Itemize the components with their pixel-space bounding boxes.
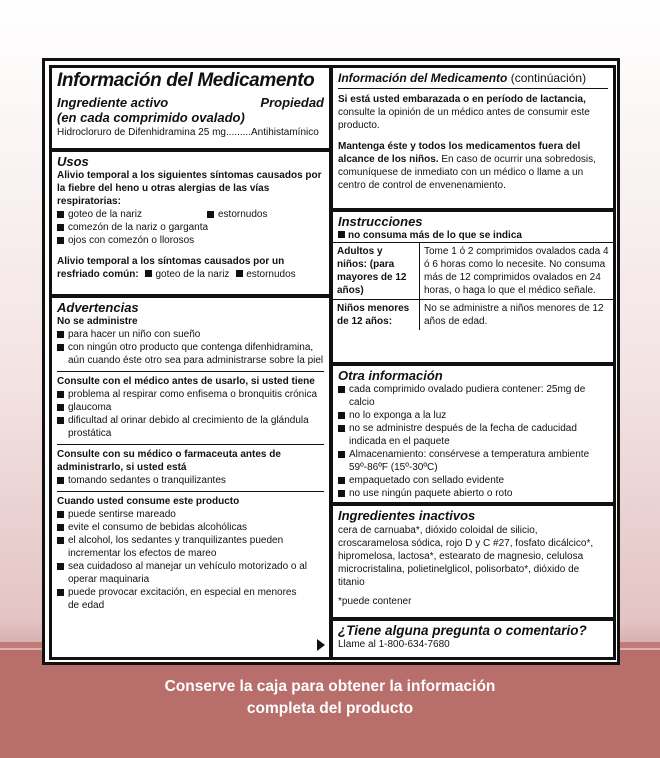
other-item: empaquetado con sellado evidente (338, 474, 608, 487)
uses-intro: Alivio temporal a los siguientes síntomas causados por la fiebre del heno u otras alergias de las vías respiratorias: (57, 170, 322, 207)
drug-facts-label (42, 58, 620, 665)
when-using-item: el alcohol, los sedantes y tranquilizantes pueden incrementar los efectos de mareo (57, 534, 324, 560)
ingredient-name: Hidrocloruro de Difenhidramina 25 mg (57, 127, 226, 138)
uses-cold-item: goteo de la nariz (155, 269, 230, 280)
no-use-heading: No se administre (57, 316, 138, 327)
when-using-item: puede sentirse mareado (57, 508, 324, 521)
uses-item: goteo de la nariz (57, 208, 142, 221)
dir-who: Adultos y niños: (para mayores de 12 años) (333, 243, 420, 300)
continuation-panel (330, 65, 616, 211)
no-use-item: con ningún otro producto que contenga difenhidramina, aún cuando éste otro sea para administrarse sobre la piel (57, 341, 324, 367)
dir-who: Niños menores de 12 años: (333, 300, 420, 331)
ask-doctor-item: glaucoma (57, 401, 324, 414)
dir-how: Tome 1 ó 2 comprimidos ovalados cada 4 ó 6 horas como lo necesite. No consuma más de 12 comprimidos ovalados en 24 horas, o haga lo que el médico señale. (420, 243, 614, 300)
when-using-item: puede provocar excitación, en especial en menores de edad (57, 586, 324, 612)
directions-table (333, 242, 613, 330)
left-title: Información del Medicamento (57, 70, 315, 91)
questions-text: Llame al 1-800-634-7680 (338, 639, 450, 650)
directions-note: no consuma más de lo que se indica (348, 230, 522, 241)
when-using-item: evite el consumo de bebidas alcohólicas (57, 521, 324, 534)
uses-item: ojos con comezón o llorosos (57, 234, 324, 247)
questions-heading: ¿Tiene alguna pregunta o comentario? (338, 623, 587, 638)
left-header-panel (49, 65, 332, 151)
directions-heading: Instrucciones (338, 214, 423, 229)
directions-panel (330, 209, 616, 365)
uses-item: estornudos (207, 208, 267, 221)
footer-line-1: Conserve la caja para obtener la información (164, 678, 496, 695)
when-using-heading: Cuando usted consume este producto (57, 496, 240, 507)
uses-cold-intro: Alivio temporal a los síntomas causados por un resfriado común: (57, 256, 285, 280)
ask-pharm-item: tomando sedantes o tranquilizantes (57, 474, 324, 487)
footer-line-2: completa del producto (246, 700, 414, 717)
cont-suffix: (continúación) (507, 71, 587, 85)
other-item: no use ningún paquete abierto o roto (338, 487, 608, 500)
continue-arrow-icon (317, 639, 325, 651)
ingredient-purpose: Antihistamínico (251, 127, 319, 138)
table-row (333, 243, 613, 300)
other-info-panel (330, 363, 616, 505)
pregnant-text: consulte la opinión de un médico antes de consumir este producto. (338, 107, 590, 131)
warnings-panel (49, 295, 332, 660)
ingredient-heading: Ingrediente activo (57, 95, 169, 110)
ask-doctor-item: problema al respirar como enfisema o bronquitis crónica (57, 388, 324, 401)
inactive-heading: Ingredientes inactivos (338, 508, 476, 523)
uses-cold-item: estornudos (246, 269, 296, 280)
pregnant-bold: Si está usted embarazada o en período de lactancia, (338, 94, 586, 105)
uses-heading: Usos (57, 154, 89, 169)
purpose-heading: Propiedad (260, 95, 324, 110)
footer-note (0, 676, 660, 720)
when-using-item: sea cuidadoso al manejar un vehículo motorizado o al operar maquinaria (57, 560, 324, 586)
cont-title: Información del Medicamento (338, 71, 508, 85)
ask-doctor-heading: Consulte con el médico antes de usarlo, si usted tiene (57, 376, 315, 387)
other-item: Almacenamiento: consérvese a temperatura ambiente 59º-86ºF (15º-30ºC) (338, 448, 608, 474)
ingredient-sub: (en cada comprimido ovalado) (57, 110, 245, 125)
other-item: cada comprimido ovalado pudiera contener: 25mg de calcio (338, 383, 608, 409)
inactive-note: *puede contener (338, 596, 412, 607)
questions-panel (330, 618, 616, 660)
uses-panel (49, 149, 332, 297)
ask-doctor-item: dificultad al orinar debido al crecimiento de la glándula prostática (57, 414, 324, 440)
no-use-item: para hacer un niño con sueño (57, 328, 324, 341)
other-item: no se administre después de la fecha de caducidad indicada en el paquete (338, 422, 608, 448)
uses-item: comezón de la nariz o garganta (57, 221, 324, 234)
keep-bold: Mantenga éste y todos los medicamentos fuera del alcance de los niños. (338, 141, 581, 165)
warnings-heading: Advertencias (57, 300, 139, 315)
other-heading: Otra información (338, 368, 443, 383)
inactive-text: cera de carnuaba*, dióxido coloidal de silicio, croscaramelosa sódica, rojo D y C #27, fosfato dicálcico*, hipromelosa, lactosa*, estearato de magnesio, celulosa microcristalina, polietinelglicol, polisorbato*, dióxido de titanio (338, 525, 594, 588)
inactive-panel (330, 503, 616, 620)
other-item: no lo exponga a la luz (338, 409, 608, 422)
keep-text: En caso de ocurrir una sobredosis, comuníquese de inmediato con un médico o llame a un centro de control de envenenamiento. (338, 154, 596, 191)
ask-pharm-heading: Consulte con su médico o farmaceuta antes de administrarlo, si usted está (57, 449, 281, 473)
table-row (333, 300, 613, 331)
dir-how: No se administre a niños menores de 12 años de edad. (424, 303, 604, 327)
ingredient-dots: ......... (225, 127, 251, 138)
